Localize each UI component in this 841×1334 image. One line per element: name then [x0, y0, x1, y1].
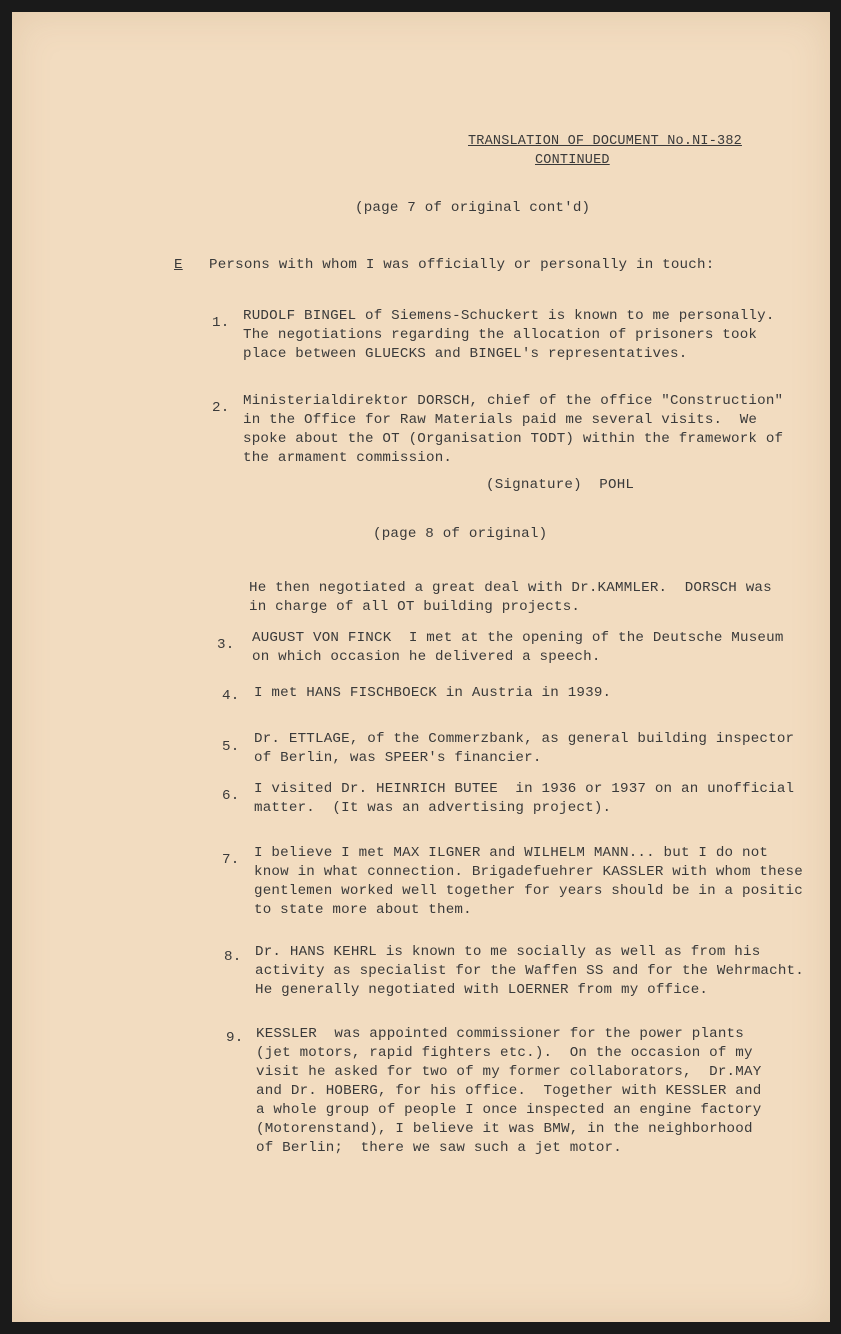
item-text-line: AUGUST VON FINCK I met at the opening of the Deutsche Museum: [252, 630, 784, 646]
item-text-line: to state more about them.: [254, 902, 472, 918]
item-text-line: matter. (It was an advertising project).: [254, 800, 612, 816]
page-note: (page 8 of original): [373, 526, 548, 542]
continuation-line: in charge of all OT building projects.: [249, 599, 581, 615]
item-text-line: He generally negotiated with LOERNER from my office.: [255, 982, 709, 998]
item-text-line: the armament commission.: [243, 450, 453, 466]
item-text-line: KESSLER was appointed commissioner for the power plants: [256, 1026, 744, 1042]
item-number: 3.: [217, 637, 235, 653]
document-page: [12, 12, 830, 1322]
section-title: Persons with whom I was officially or personally in touch:: [209, 257, 715, 273]
item-text-line: RUDOLF BINGEL of Siemens-Schuckert is known to me personally.: [243, 308, 775, 324]
item-text-line: know in what connection. Brigadefuehrer KASSLER with whom these: [254, 864, 803, 880]
document-subtitle: CONTINUED: [535, 153, 610, 168]
item-text-line: I believe I met MAX ILGNER and WILHELM MANN... but I do not: [254, 845, 769, 861]
item-text-line: I visited Dr. HEINRICH BUTEE in 1936 or 1937 on an unofficial: [254, 781, 795, 797]
item-number: 5.: [222, 739, 240, 755]
page-note: (page 7 of original cont'd): [355, 200, 591, 216]
document-title: TRANSLATION OF DOCUMENT No.NI-382: [468, 134, 742, 149]
signature-line: (Signature) POHL: [486, 477, 635, 493]
item-text-line: The negotiations regarding the allocation of prisoners took: [243, 327, 758, 343]
item-text-line: in the Office for Raw Materials paid me several visits. We: [243, 412, 758, 428]
item-text-line: (jet motors, rapid fighters etc.). On the occasion of my: [256, 1045, 753, 1061]
continuation-line: He then negotiated a great deal with Dr.KAMMLER. DORSCH was: [249, 580, 772, 596]
item-number: 4.: [222, 688, 240, 704]
item-text-line: visit he asked for two of my former collaborators, Dr.MAY: [256, 1064, 762, 1080]
item-number: 9.: [226, 1030, 244, 1046]
item-text-line: spoke about the OT (Organisation TODT) within the framework of: [243, 431, 784, 447]
item-text-line: and Dr. HOBERG, for his office. Together with KESSLER and: [256, 1083, 762, 1099]
item-number: 1.: [212, 315, 230, 331]
item-text-line: place between GLUECKS and BINGEL's representatives.: [243, 346, 688, 362]
item-text-line: activity as specialist for the Waffen SS and for the Wehrmacht.: [255, 963, 804, 979]
section-letter: E: [174, 257, 183, 273]
item-text-line: I met HANS FISCHBOECK in Austria in 1939.: [254, 685, 612, 701]
item-text-line: a whole group of people I once inspected an engine factory: [256, 1102, 762, 1118]
item-text-line: Dr. HANS KEHRL is known to me socially as well as from his: [255, 944, 761, 960]
item-number: 7.: [222, 852, 240, 868]
item-text-line: Ministerialdirektor DORSCH, chief of the office "Construction": [243, 393, 784, 409]
item-number: 6.: [222, 788, 240, 804]
item-text-line: of Berlin; there we saw such a jet motor.: [256, 1140, 622, 1156]
item-number: 8.: [224, 949, 242, 965]
item-text-line: of Berlin, was SPEER's financier.: [254, 750, 542, 766]
item-text-line: (Motorenstand), I believe it was BMW, in the neighborhood: [256, 1121, 753, 1137]
item-number: 2.: [212, 400, 230, 416]
item-text-line: on which occasion he delivered a speech.: [252, 649, 601, 665]
item-text-line: Dr. ETTLAGE, of the Commerzbank, as general building inspector: [254, 731, 795, 747]
item-text-line: gentlemen worked well together for years should be in a positic: [254, 883, 803, 899]
